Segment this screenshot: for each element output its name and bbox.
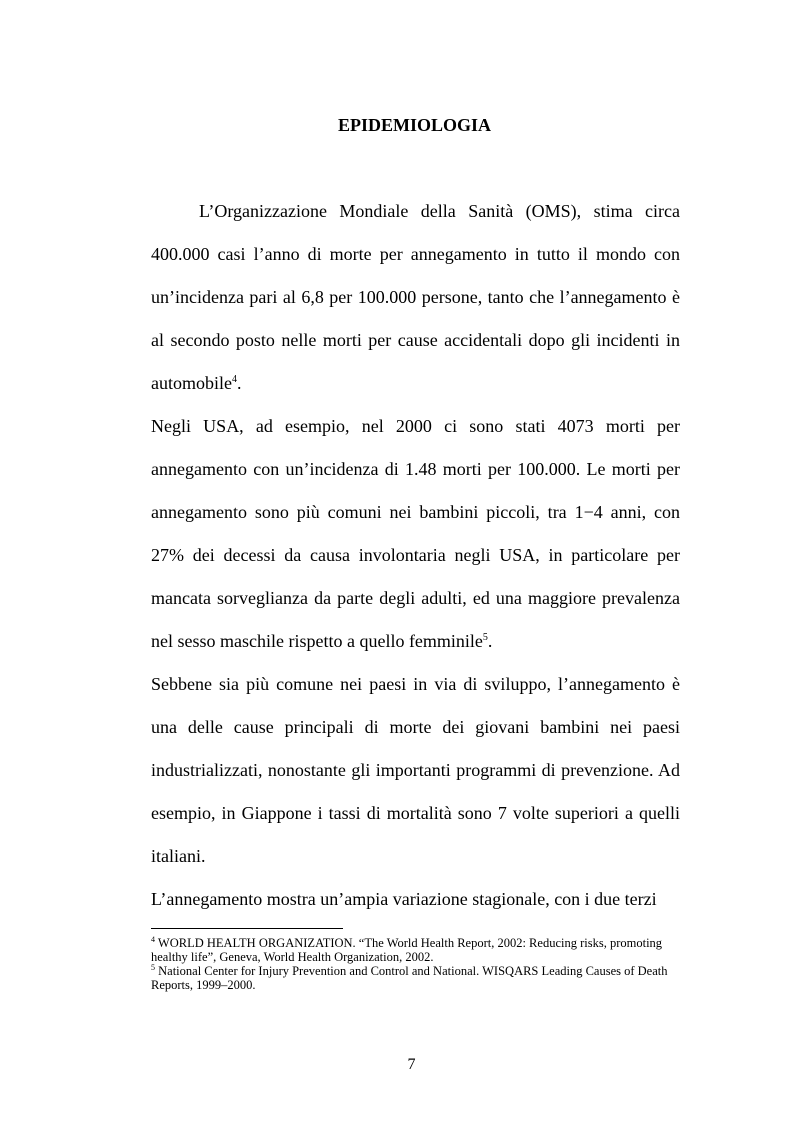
paragraph-text: Sebbene sia più comune nei paesi in via di sviluppo, l’annegamento è una delle cause principali di morte dei giovani bambini nei paesi industrializzati, nonostante gli importanti programmi di prevenzione. Ad esempio, in Giappone i tassi di mortalità sono 7 volte superiori a quelli italiani. xyxy=(151,674,680,866)
paragraph-end: . xyxy=(487,631,493,651)
paragraph-end: . xyxy=(236,373,242,393)
footnote-number: 4 xyxy=(151,935,155,944)
paragraph-text: L’annegamento mostra un’ampia variazione stagionale, con i due terzi xyxy=(151,889,657,909)
footnote-text: National Center for Injury Prevention and Control and National. WISQARS Leading Causes of Death Reports, 1999–2000. xyxy=(151,964,668,992)
footnotes xyxy=(151,936,680,992)
footnote-item xyxy=(151,936,680,964)
paragraph-text: L’Organizzazione Mondiale della Sanità (OMS), stima circa 400.000 casi l’anno di morte per annegamento in tutto il mondo con un’incidenza pari al 6,8 per 100.000 persone, tanto che l’annegamento è al secondo posto nelle morti per cause accidentali dopo gli incidenti in automobile xyxy=(151,201,680,393)
paragraph-usa-statistics xyxy=(151,405,680,663)
paragraph-developing-countries xyxy=(151,663,680,878)
paragraph-oms-estimate xyxy=(151,190,680,405)
paragraph-seasonal-variation xyxy=(151,878,680,921)
footnote-item xyxy=(151,964,680,992)
footnote-reference: 5 xyxy=(482,632,488,643)
page-number: 7 xyxy=(407,1056,416,1073)
footnote-reference: 4 xyxy=(231,374,237,385)
footnote-separator xyxy=(151,928,343,929)
footnote-text: WORLD HEALTH ORGANIZATION. “The World Health Report, 2002: Reducing risks, promoting healthy life”, Geneva, World Health Organization, 2002. xyxy=(151,936,663,964)
paragraph-text: Negli USA, ad esempio, nel 2000 ci sono stati 4073 morti per annegamento con un’incidenza di 1.48 morti per 100.000. Le morti per annegamento sono più comuni nei bambini piccoli, tra 1−4 anni, con 27% dei decessi da causa involontaria negli USA, in particolare per mancata sorveglianza da parte degli adulti, ed una maggiore prevalenza nel sesso maschile rispetto a quello femminile xyxy=(151,416,680,651)
page-title: EPIDEMIOLOGIA xyxy=(337,115,492,135)
body-text xyxy=(151,190,680,921)
footnote-number: 5 xyxy=(151,963,155,972)
